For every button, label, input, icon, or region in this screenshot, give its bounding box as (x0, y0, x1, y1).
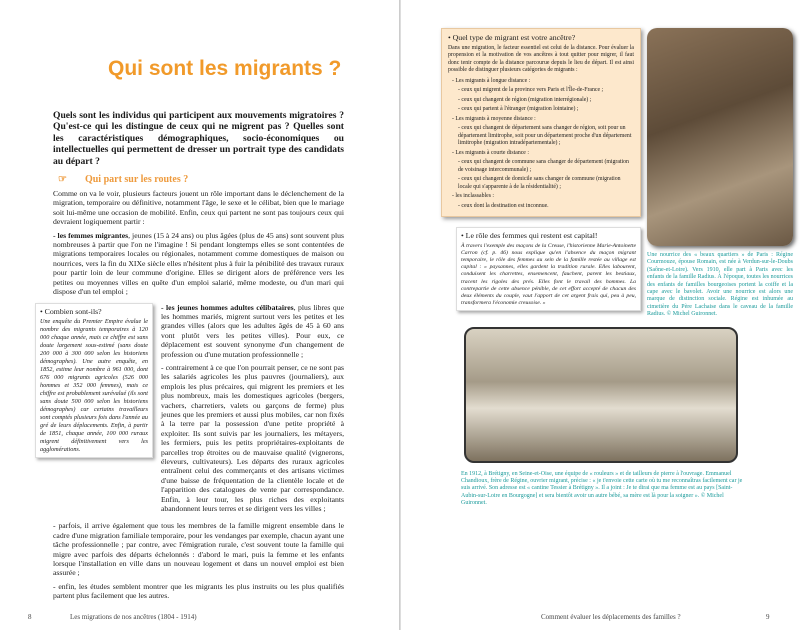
intro-questions: Quels sont les individus qui participent aux mouvements migratoires ? Qu'est-ce qui les distingue de ceux qui ne migrent pas ? Quelles sont les caractéristiques démographiques, socio-économiques ou intellectuelles qui permettent de dresser un portrait type des candidats au départ ? (53, 110, 344, 167)
paragraph (161, 303, 344, 359)
paragraph-text: , plus libres que les hommes mariés, migrent surtout vers les petites et les grandes villes (alors que les adultes âgés de 45 à 60 ans vont plutôt vers les petites villes). Pour eux, ce déplacement est souvent synonyme d'un changement de profession ou d'une mutation professionnelle ; (161, 302, 344, 359)
section-title: Qui part sur les routes ? (84, 174, 189, 186)
list-item: - Les migrants à courte distance : (452, 149, 529, 156)
photo-nurse-with-pram (647, 28, 793, 246)
page-title: Qui sont les migrants ? (108, 57, 342, 80)
running-footer: Comment évaluer les déplacements des familles ? (541, 612, 681, 621)
list-item: - les inclassables : (452, 193, 495, 199)
box-title: • Le rôle des femmes qui restent est capital! (461, 231, 598, 240)
right-page (400, 0, 800, 630)
paragraph: - parfois, il arrive également que tous les membres de la famille migrent ensemble dans le cadre d'une migration familiale temporaire, pour les vendanges par exemple, chacun ayant une tâche professionnelle ; par contre, avec l'émigration rurale, c'est souvent toute la famille qui migre avec parfois des départs échelonnés : d'abord le mari, puis la femme et les enfants lorsque l'installation en ville dans un nouveau logement et dans un nouvel emploi est bien assurée ; (53, 521, 344, 578)
box-and-column-row (40, 302, 344, 518)
paragraph (53, 231, 344, 297)
photo-column (647, 28, 793, 319)
list-item: - ceux qui changent de département sans changer de région, soit pour un département limitrophe, soit pour un département proche d'un département limitrophe (migration intradépartementale) ; (458, 125, 632, 146)
list-item: - ceux qui changent de région (migration interrégionale) ; (458, 96, 592, 103)
page-footer (441, 605, 792, 622)
migrant-category-list (448, 78, 634, 211)
migrant-type-box (441, 28, 641, 217)
page-footer (28, 605, 344, 622)
page-number: 8 (28, 612, 32, 621)
body-text-column (161, 303, 344, 518)
box-title: • Quel type de migrant est votre ancêtre? (448, 33, 576, 42)
top-row (441, 28, 792, 319)
paragraph: - contrairement à ce que l'on pourrait penser, ce ne sont pas les salariés agricoles les plus pauvres (journaliers), aux emplois les plus précaires, qui migrent les premiers et les plus nombreux, mais les domestiques agricoles (bergers, vachers, charretiers, valets ou garçons de ferme) plus jeunes que les premiers et aussi plus mobiles, car non fixés à la terre par la possession d'une petite propriété à exploiter. Ils sont suivis par les journaliers, les métayers, les fermiers, puis les petits propriétaires-exploitants de parcelles trop étroites ou de mauvaise qualité (vignerons, éleveurs, cultivateurs). Les départs des ruraux agricoles entraînent celui des commerçants et des artisans victimes d'une baisse de fréquentation de la clientèle locale et de l'apparition des catalogues de vente par correspondance. Enfin, à leur tour, les plus riches des exploitants abandonnent leurs terres et se dirigent vers les villes ; (161, 362, 344, 514)
section-heading (58, 174, 344, 186)
photo-caption-nurse: Une nourrice des « beaux quartiers » de Paris : Régine Courmouze, épouse Romain, est née à Verdun-sur-le-Doubs (Saône-et-Loire). Vers 1910, elle part à Paris avec les enfants de la famille Radius. À l'époque, toutes les nourrices des enfants de familles bourgeoises portent la coiffe et la cape avec le bavolet. Avoir une nourrice est alors une marque de distinction sociale. Régine est inhumée au cimetière du Père Lachaise dans le caveau de la famille Radius. © Michel Guironnet. (647, 252, 793, 318)
list-item: - ceux qui changent de commune sans changer de département (migration de voisinage intercommunale) ; (458, 159, 629, 173)
body-text-bottom (53, 521, 344, 604)
box-text: À travers l'exemple des maçons de la Creuse, l'historienne Marie-Antoinette Carron (cf. p. 46) nous explique qu'en l'absence du maçon migrant temporaire, le rôle des femmes au sein de la famille restée au village est capital : « paysannes, elles gardent la tradition rurale. Elles labourent, conduisent les charrettes, ensemencent, fauchent, parent les bestiaux, tracent les rigoles des prés. Elles font le travail des hommes. La contrepartie de cette absence pénible, de cet effort accepté de chacun des deux éléments du couple, vaut l'apport de cet argent frais qui, peu à peu, transformera l'économie creusoise. » (461, 242, 636, 307)
list-item: - Les migrants à longue distance : (452, 77, 531, 84)
paragraph: Comme on va le voir, plusieurs facteurs jouent un rôle important dans le déclenchement de la migration, temporaire ou définitive, notamment l'âge, le sexe et le célibat, bien que le mariage soit lui-même une occasion de mobilité. Enfin, ceux qui partent ne sont pas toujours ceux qui devraient logiquement partir : (53, 189, 344, 227)
hand-pointer-icon: ☞ (58, 174, 67, 186)
bold-term: - les femmes migrantes (53, 230, 129, 240)
list-item: - ceux dont la destination est inconnue. (458, 202, 549, 209)
box-text: Une enquête du Premier Empire évalue le nombre des migrants temporaires à 120 000 chaque année, mais ce chiffre est sans doute largement sous-estimé (sans doute 200 000 à 300 000 selon les historiens démographes). Une autre enquête, en 1852, estime leur nombre à 961 000, dont 676 000 migrants agricoles (526 000 hommes et 352 000 femmes), mais ce chiffre est probablement surévalué (ils sont sans doute 500 000 selon les historiens démographes) car certains travailleurs sont comptés plusieurs fois dans l'année au gré de leurs déplacements. Enfin, à partir de 1851, chaque année, 100 000 ruraux migrent définitivement vers les agglomérations. (40, 318, 148, 453)
paragraph-text: , jeunes (15 à 24 ans) ou plus âgées (plus de 45 ans) sont souvent plus nombreuses à partir que l'on ne l'imagine ! Si pendant longtemps elles se sont contentées de migrations temporaires locales ou régionales, notamment comme domestiques de maison ou nourrices, vers la fin du XIXe siècle elles n'hésitent plus à fuir la pénibilité des travaux ruraux pour partir loin de leur commune d'origine. Elles se dirigent alors de préférence vers les petites ou moyennes villes en quête d'un emploi salarié, même modeste, ou d'un mari qui dispose d'un tel emploi ; (53, 230, 344, 297)
paragraph: - enfin, les études semblent montrer que les migrants les plus instruits ou les plus qualifiés partent plus facilement que les autres. (53, 581, 344, 601)
list-item: - ceux qui migrent de la province vers Paris et l'Île-de-France ; (458, 87, 604, 93)
list-item: - ceux qui changent de domicile sans changer de commune (migration locale qui s'apparente à de la résidentialité) ; (458, 176, 621, 190)
box-title: • Combien sont-ils? (40, 306, 102, 316)
women-role-box (456, 227, 641, 311)
body-text-top (53, 189, 344, 300)
boxes-column (441, 28, 641, 311)
sidebar-box-combien (35, 303, 153, 459)
list-item: - ceux qui partent à l'étranger (migration lointaine) ; (458, 106, 579, 112)
photo-caption-stonemasons: En 1912, à Brétigny, en Seine-et-Oise, une équipe de « rouleurs » et de tailleurs de pierre à l'ouvrage. Emmanuel Chandioux, frère de Régine, ouvrier migrant, précise : « je t'envoie cette carte où tu me reconnaîtras facilement car je suis arrivé. Son adresse est « cantine Tessier à Brétigny ». Il a joint : Je te dirai que ma femme est au pays [Saint-Aubin-sur-Loire en Bourgogne] et sera bientôt avoir un autre bébé, sa mère est là pour la soigner ». © Michel Guironnet. (461, 470, 743, 507)
photo-stonemasons-team (464, 327, 738, 463)
list-item: - Les migrants à moyenne distance : (452, 115, 536, 122)
running-footer: Les migrations de nos ancêtres (1804 - 1914) (70, 612, 197, 621)
page-number: 9 (766, 612, 770, 621)
bold-term: - les jeunes hommes adultes célibataires (161, 302, 294, 312)
box-intro: Dans une migration, le facteur essentiel est celui de la distance. Pour évaluer la propension et la motivation de vos ancêtres à tout quitter pour migrer, il faut donc tenir compte de la distance parcourue depuis le lieu de départ. Il est ainsi possible de distinguer plusieurs catégories de migrants : (448, 44, 634, 73)
